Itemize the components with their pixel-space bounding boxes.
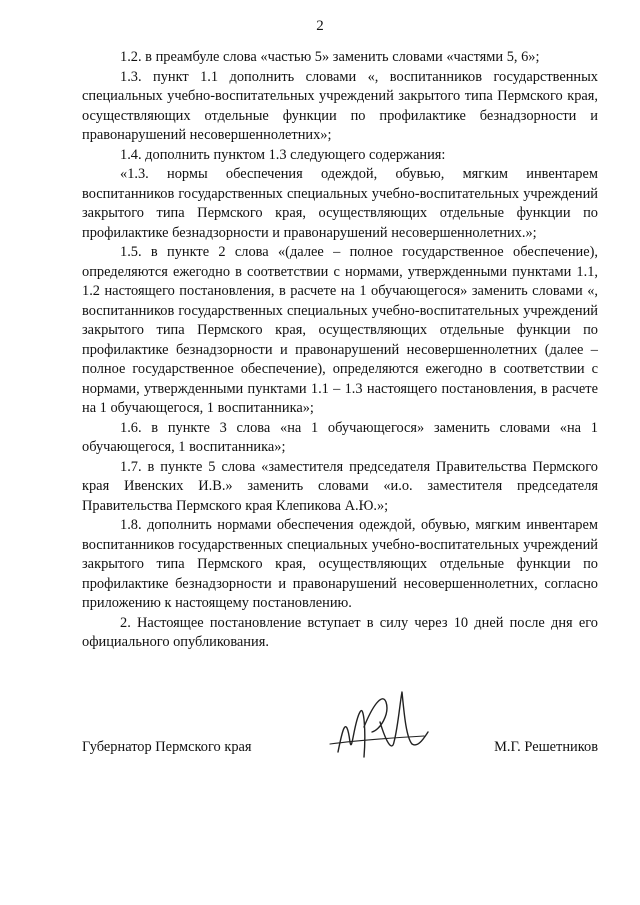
paragraph-1-3: 1.3. пункт 1.1 дополнить словами «, воспитанников государственных специальных учебно-воспитательных учреждений закрытого типа Пермского края, осуществляющих отдельные функции по профилактике безнадзорности и правонарушений несовершеннолетних»; xyxy=(82,68,598,143)
paragraph-1-5: 1.5. в пункте 2 слова «(далее – полное государственное обеспечение), определяются ежегодно в соответствии с нормами, утвержденными пунктами 1.1, 1.2 настоящего постановления, в расчете на 1 обучающегося» заменить словами «, воспитанников государственных специальных учебно-воспитательных учреждений закрытого типа Пермского края, осуществляющих отдельные функции по профилактике безнадзорности и правонарушений несовершеннолетних (далее – полное государственное обеспечение), определяются ежегодно в соответствии с нормами, утвержденными пунктами 1.1 – 1.3 настоящего постановления, в расчете на 1 обучающегося, 1 воспитанника»; xyxy=(82,244,598,416)
paragraph-1-4-content: «1.3. нормы обеспечения одеждой, обувью, мягким инвентарем воспитанников государственных специальных учебно-воспитательных учреждений закрытого типа Пермского края, осуществляющих отдельные функции по профилактике безнадзорности и правонарушений несовершеннолетних.»; xyxy=(82,166,598,241)
paragraph-1-8: 1.8. дополнить нормами обеспечения одеждой, обувью, мягким инвентарем воспитанников государственных специальных учебно-воспитательных учреждений закрытого типа Пермского края, осуществляющих отдельные функции по профилактике безнадзорности и правонарушений несовершеннолетних, согласно приложению к настоящему постановлению. xyxy=(82,517,598,611)
paragraph-1-7: 1.7. в пункте 5 слова «заместителя председателя Правительства Пермского края Ивенских И.В.» заменить словами «и.о. заместителя председателя Правительства Пермского края Клепикова А.Ю.»; xyxy=(82,458,598,514)
paragraph-1-2: 1.2. в преамбуле слова «частью 5» заменить словами «частями 5, 6»; xyxy=(120,49,540,65)
document-body xyxy=(82,48,598,653)
paragraph-1-6: 1.6. в пункте 3 слова «на 1 обучающегося» заменить словами «на 1 обучающегося, 1 воспитанника»; xyxy=(82,419,598,455)
paragraph-1-4: 1.4. дополнить пунктом 1.3 следующего содержания: xyxy=(120,146,446,163)
signatory-name: М.Г. Решетников xyxy=(494,739,598,755)
paragraph-2: 2. Настоящее постановление вступает в силу через 10 дней после дня его официального опубликования. xyxy=(82,614,598,650)
handwritten-signature xyxy=(320,682,430,772)
signatory-title: Губернатор Пермского края xyxy=(82,739,252,755)
page-number: 2 xyxy=(316,18,324,34)
